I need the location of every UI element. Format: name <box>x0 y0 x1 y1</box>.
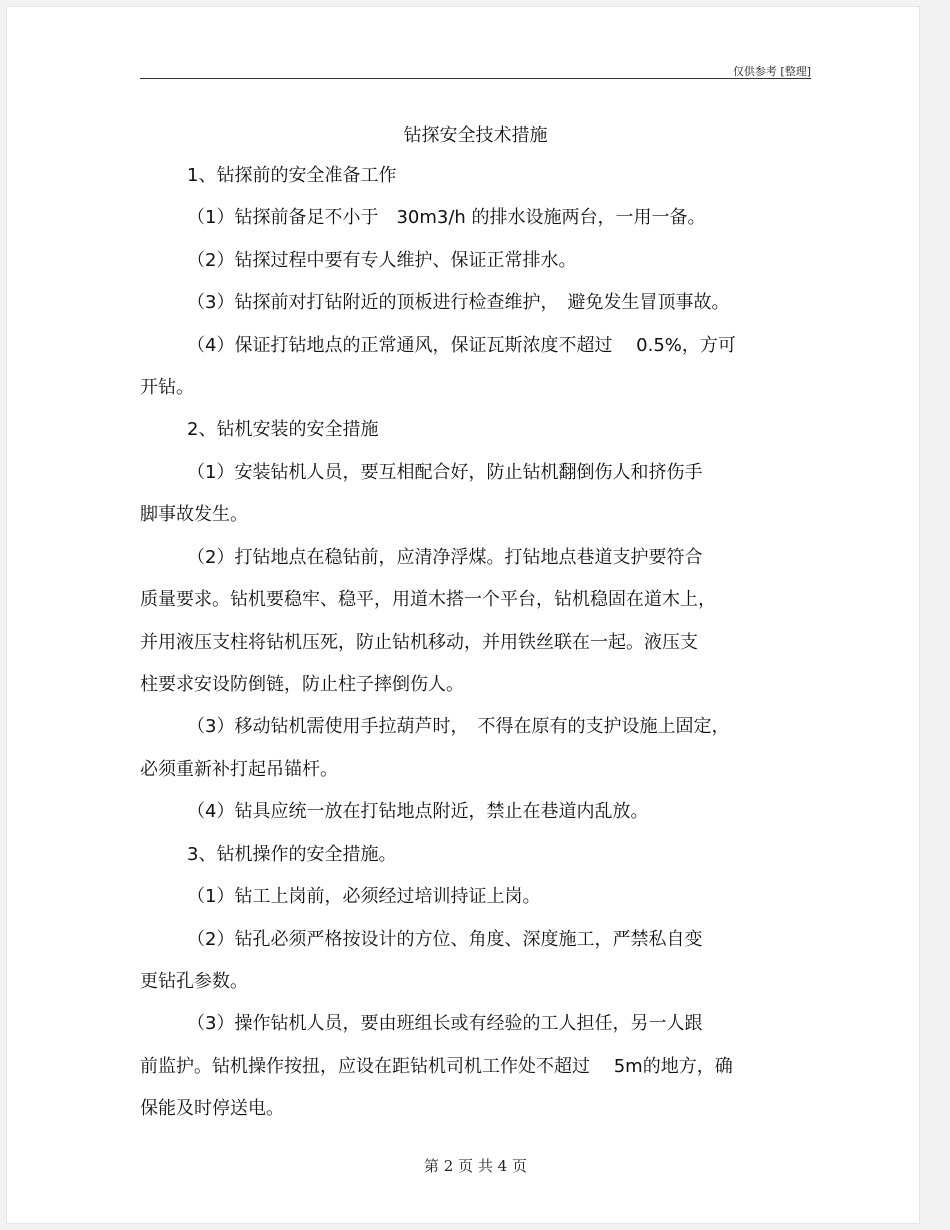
section-heading-1: 1、钻探前的安全准备工作 <box>187 165 397 186</box>
paragraph-line: 脚事故发生。 <box>140 504 248 525</box>
paragraph-line: （1）安装钻机人员，要互相配合好，防止钻机翻倒伤人和挤伤手 <box>187 462 703 483</box>
paragraph-line: 保能及时停送电。 <box>140 1098 284 1119</box>
paragraph-line: （1）钻工上岗前，必须经过培训持证上岗。 <box>187 886 541 907</box>
paragraph-line: （3）操作钻机人员，要由班组长或有经验的工人担任，另一人跟 <box>187 1013 703 1034</box>
paragraph-line: （3）移动钻机需使用手拉葫芦时， 不得在原有的支护设施上固定， <box>187 716 730 737</box>
paragraph-line: 前监护。钻机操作按扭，应设在距钻机司机工作处不超过 5m的地方，确 <box>140 1056 733 1077</box>
header-note: 仅供参考 [整理] <box>732 65 811 78</box>
paragraph-line: 柱要求安设防倒链，防止柱子摔倒伤人。 <box>140 674 464 695</box>
paragraph-line: 更钻孔参数。 <box>140 971 248 992</box>
section-heading-3: 3、钻机操作的安全措施。 <box>187 844 397 865</box>
paragraph-line: （4）保证打钻地点的正常通风，保证瓦斯浓度不超过 0.5%，方可 <box>187 335 736 356</box>
paragraph-line: 必须重新补打起吊锚杆。 <box>140 759 338 780</box>
paragraph-line: （3）钻探前对打钻附近的顶板进行检查维护， 避免发生冒顶事故。 <box>187 292 730 313</box>
paragraph-line: 质量要求。钻机要稳牢、稳平，用道木搭一个平台，钻机稳固在道木上， <box>140 589 716 610</box>
paragraph-line: （1）钻探前备足不小于 30m3/h 的排水设施两台，一用一备。 <box>187 207 706 228</box>
page-number: 第 2 页 共 4 页 <box>424 1157 527 1175</box>
header-divider <box>140 78 811 79</box>
document-title: 钻探安全技术措施 <box>403 125 548 146</box>
section-heading-2: 2、钻机安装的安全措施 <box>187 419 379 440</box>
document-page <box>6 6 920 1224</box>
paragraph-line: （2）打钻地点在稳钻前，应清净浮煤。打钻地点巷道支护要符合 <box>187 547 703 568</box>
paragraph-line: （4）钻具应统一放在打钻地点附近，禁止在巷道内乱放。 <box>187 801 649 822</box>
paragraph-line: （2）钻探过程中要有专人维护、保证正常排水。 <box>187 250 577 271</box>
paragraph-line: 并用液压支柱将钻机压死，防止钻机移动，并用铁丝联在一起。液压支 <box>140 632 698 653</box>
paragraph-line: （2）钻孔必须严格按设计的方位、角度、深度施工，严禁私自变 <box>187 929 703 950</box>
paragraph-line: 开钻。 <box>140 377 194 398</box>
